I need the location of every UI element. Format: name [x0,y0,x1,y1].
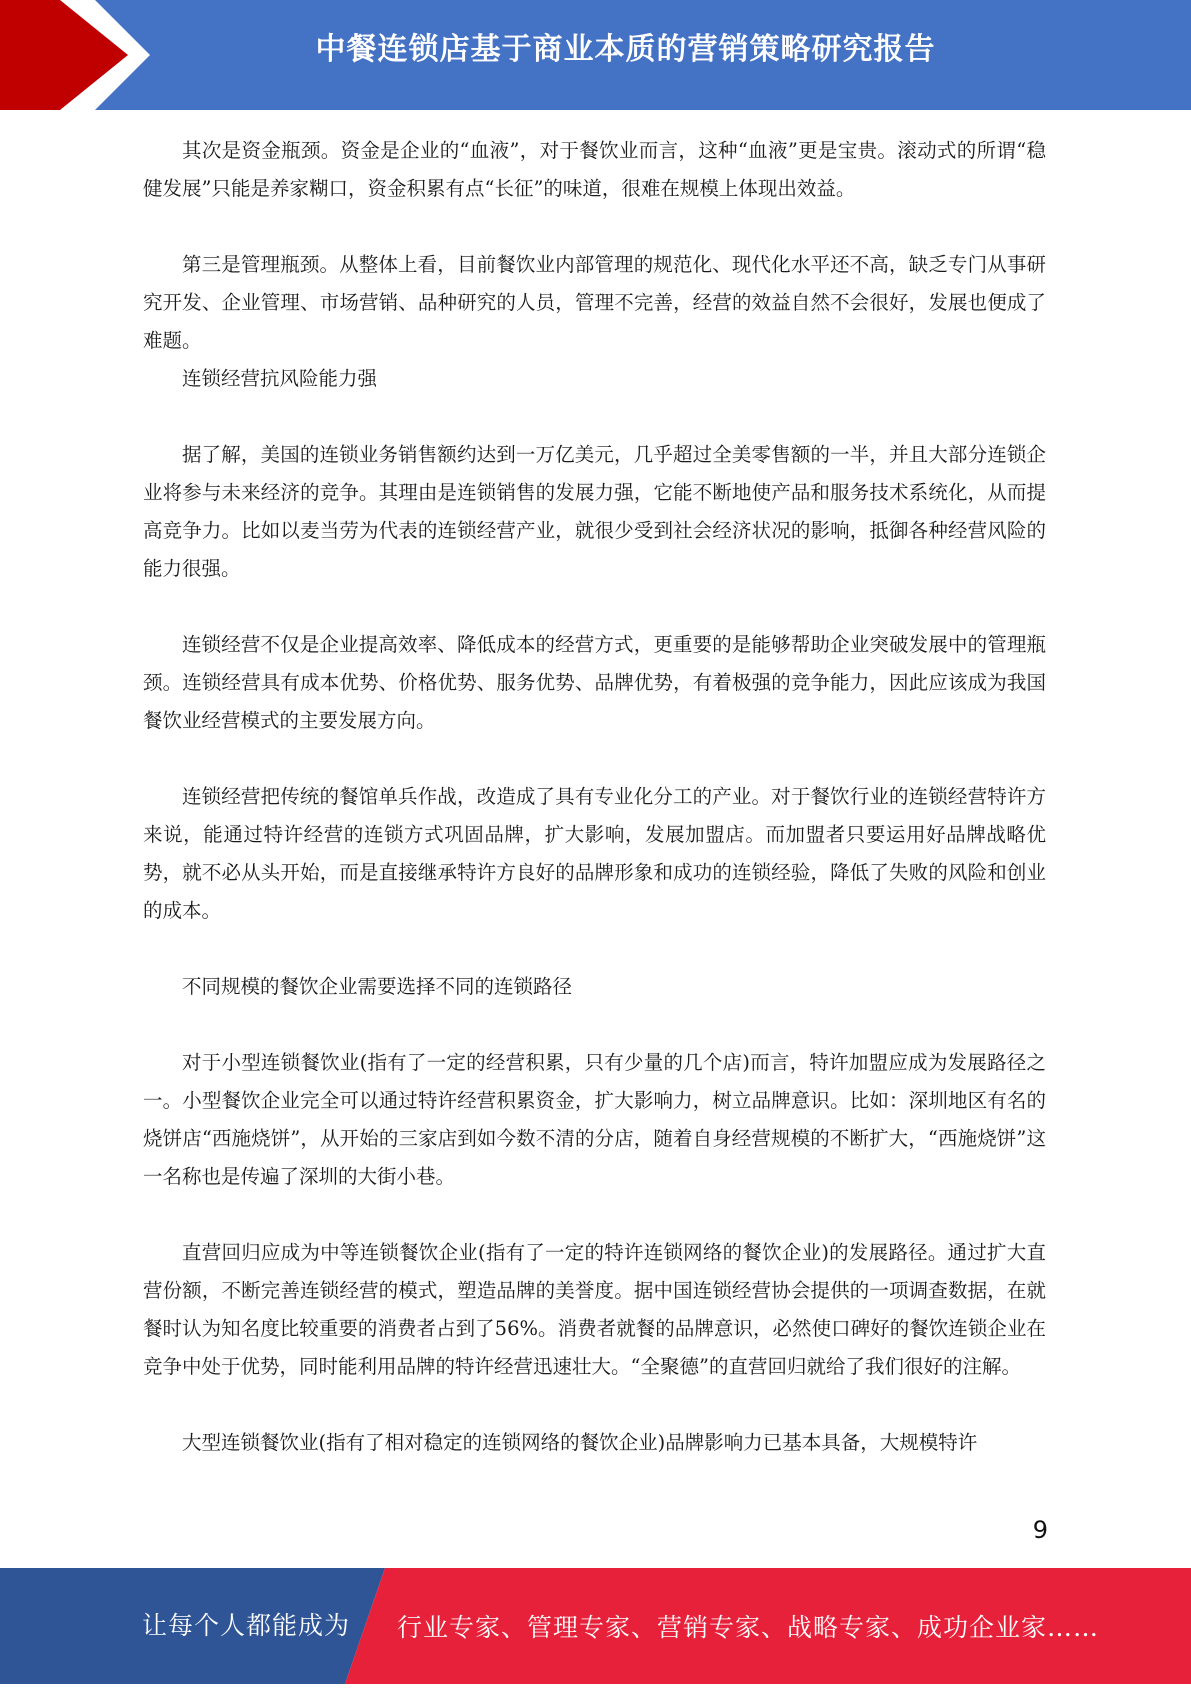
paragraph-gap [143,930,1046,968]
paragraph: 大型连锁餐饮业(指有了相对稳定的连锁网络的餐饮企业)品牌影响力已基本具备，大规模特许 [182,1431,978,1454]
paragraph-gap [143,208,1046,246]
paragraph: 连锁经营把传统的餐馆单兵作战，改造成了具有专业化分工的产业。对于餐饮行业的连锁经营特许方来说，能通过特许经营的连锁方式巩固品牌，扩大影响，发展加盟店。而加盟者只要运用好品牌战略优势，就不必从头开始，而是直接继承特许方良好的品牌形象和成功的连锁经验，降低了失败的风险和创业的成本。 [143,785,1046,922]
paragraph-gap [143,1386,1046,1424]
section-heading: 不同规模的餐饮企业需要选择不同的连锁路径 [182,975,573,998]
paragraph-gap [143,1196,1046,1234]
paragraph-gap [143,1006,1046,1044]
main-content [143,132,1046,1462]
header-arrow-icon [0,0,160,110]
page-number: 9 [1032,1516,1048,1544]
paragraph-gap [143,398,1046,436]
footer-slogan-left: 让每个人都能成为 [142,1611,351,1640]
paragraph: 第三是管理瓶颈。从整体上看，目前餐饮业内部管理的规范化、现代化水平还不高，缺乏专门从事研究开发、企业管理、市场营销、品种研究的人员，管理不完善，经营的效益自然不会很好，发展也便成了难题。 [143,253,1046,352]
paragraph: 据了解，美国的连锁业务销售额约达到一万亿美元，几乎超过全美零售额的一半，并且大部分连锁企业将参与未来经济的竞争。其理由是连锁销售的发展力强，它能不断地使产品和服务技术系统化，从而提高竞争力。比如以麦当劳为代表的连锁经营产业，就很少受到社会经济状况的影响，抵御各种经营风险的能力很强。 [143,443,1046,580]
footer-banner [0,1568,1191,1684]
paragraph: 直营回归应成为中等连锁餐饮企业(指有了一定的特许连锁网络的餐饮企业)的发展路径。通过扩大直营份额，不断完善连锁经营的模式，塑造品牌的美誉度。据中国连锁经营协会提供的一项调查数据，在就餐时认为知名度比较重要的消费者占到了56%。消费者就餐的品牌意识，必然使口碑好的餐饮连锁企业在竞争中处于优势，同时能利用品牌的特许经营迅速壮大。“全聚德”的直营回归就给了我们很好的注解。 [143,1241,1046,1378]
paragraph-gap [143,588,1046,626]
footer-slogan-right: 行业专家、管理专家、营销专家、战略专家、成功企业家…… [397,1613,1100,1642]
header-bar [0,0,1191,110]
section-heading: 连锁经营抗风险能力强 [182,367,378,390]
paragraph: 连锁经营不仅是企业提高效率、降低成本的经营方式，更重要的是能够帮助企业突破发展中的管理瓶颈。连锁经营具有成本优势、价格优势、服务优势、品牌优势，有着极强的竞争能力，因此应该成为我国餐饮业经营模式的主要发展方向。 [143,633,1046,732]
report-title: 中餐连锁店基于商业本质的营销策略研究报告 [315,32,936,67]
paragraph: 其次是资金瓶颈。资金是企业的“血液”，对于餐饮业而言，这种“血液”更是宝贵。滚动式的所谓“稳健发展”只能是养家糊口，资金积累有点“长征”的味道，很难在规模上体现出效益。 [143,139,1046,200]
paragraph: 对于小型连锁餐饮业(指有了一定的经营积累，只有少量的几个店)而言，特许加盟应成为发展路径之一。小型餐饮企业完全可以通过特许经营积累资金，扩大影响力，树立品牌意识。比如：深圳地区有名的烧饼店“西施烧饼”，从开始的三家店到如今数不清的分店，随着自身经营规模的不断扩大，“西施烧饼”这一名称也是传遍了深圳的大街小巷。 [143,1051,1046,1188]
paragraph-gap [143,740,1046,778]
